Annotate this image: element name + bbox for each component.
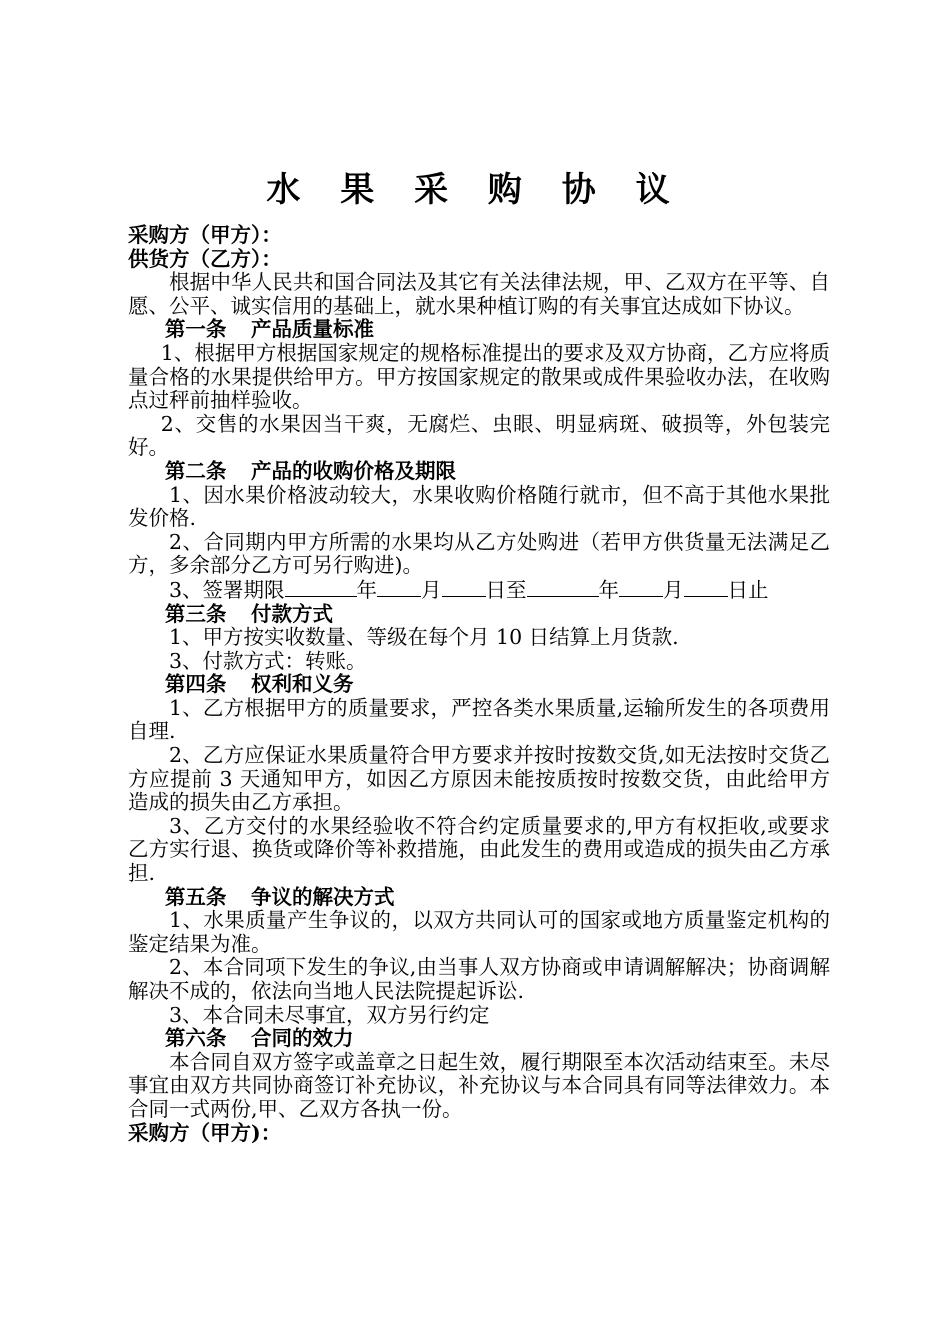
article-5-item-3: 3、本合同未尽事宜，双方另行约定	[169, 1002, 490, 1027]
article-1-item-1: 1、根据甲方根据国家规定的规格标准提出的要求及双方协商，乙方应将质量合格的水果提供给甲方。甲方按国家规定的散果或成件果验收办法，在收购点过秤前抽样验收。	[128, 340, 830, 413]
article-5-heading: 第五条 争议的解决方式	[164, 884, 395, 909]
article-2-item-1: 1、因水果价格波动较大，水果收购价格随行就市，但不高于其他水果批发价格.	[128, 482, 830, 531]
term-month-blank[interactable]	[377, 578, 421, 597]
article-4-heading: 第四条 权利和义务	[164, 672, 354, 697]
article-3-heading: 第三条 付款方式	[164, 601, 333, 626]
party-a-label: 采购方（甲方）：	[128, 223, 282, 247]
article-3-item-1: 1、甲方按实收数量、等级在每个月 10 日结算上月货款.	[169, 625, 679, 650]
article-5-item-2: 2、本合同项下发生的争议,由当事人双方协商或申请调解解决；协商调解解决不成的，依法向当地人民法院提起诉讼.	[128, 955, 830, 1003]
document-title: 水 果 采 购 协 议	[266, 170, 684, 210]
article-5-item-1: 1、水果质量产生争议的，以双方共同认可的国家或地方质量鉴定机构的鉴定结果为准。	[128, 908, 830, 956]
document-body	[128, 224, 830, 1145]
term-end-year-blank[interactable]	[527, 578, 599, 597]
article-2-item-2: 2、合同期内甲方所需的水果均从乙方处购进（若甲方供货量无法满足乙方，多余部分乙方可另行购进)。	[128, 529, 830, 578]
intro-paragraph: 根据中华人民共和国合同法及其它有关法律法规，甲、乙双方在平等、自愿、公平、诚实信用的基础上，就水果种植订购的有关事宜达成如下协议。	[128, 270, 830, 318]
term-day-blank[interactable]	[442, 578, 486, 597]
article-3-item-2: 3、付款方式：转账。	[169, 648, 367, 673]
article-6-item-1: 本合同自双方签字或盖章之日起生效，履行期限至本次活动结束至。未尽事宜由双方共同协商签订补充协议，补充协议与本合同具有同等法律效力。本合同一式两份,甲、乙双方各执一份。	[128, 1049, 830, 1121]
article-6-heading: 第六条 合同的效力	[164, 1026, 354, 1051]
article-1-heading: 第一条 产品质量标准	[164, 317, 374, 342]
article-2-term-line: 3、签署期限 年 月 日至 年 月 日止	[169, 577, 769, 602]
article-2-heading: 第二条 产品的收购价格及期限	[164, 458, 456, 483]
article-4-item-3: 3、乙方交付的水果经验收不符合约定质量要求的,甲方有权拒收,或要求乙方实行退、换货或降价等补救措施，由此发生的费用或造成的损失由乙方承担.	[128, 813, 830, 886]
article-4-item-2: 2、乙方应保证水果质量符合甲方要求并按时按数交货,如无法按时交货乙方应提前 3 天通知甲方，如因乙方原因未能按质按时按数交货，由此给甲方造成的损失由乙方承担。	[128, 743, 830, 815]
article-1-item-2: 2、交售的水果因当干爽，无腐烂、虫眼、明显病斑、破损等，外包装完好。	[128, 411, 830, 460]
party-b-label: 供货方（乙方）：	[128, 246, 282, 271]
article-4-item-1: 1、乙方根据甲方的质量要求，严控各类水果质量,运输所发生的各项费用自理.	[128, 695, 830, 744]
term-year-blank[interactable]	[285, 578, 357, 597]
term-end-month-blank[interactable]	[619, 578, 663, 597]
signature-party-a-label: 采购方（甲方)：	[128, 1120, 282, 1145]
term-end-day-blank[interactable]	[684, 578, 728, 597]
